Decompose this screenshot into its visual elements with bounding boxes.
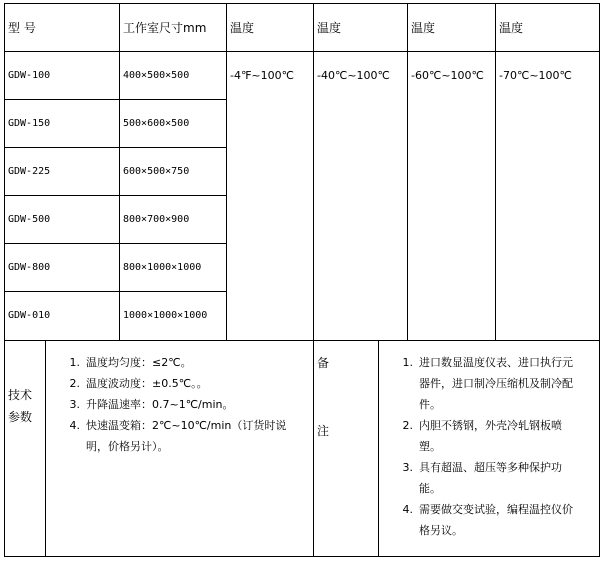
grid-line — [45, 340, 46, 556]
list-text: 升降温速率：0.7~1℃/min。 — [86, 398, 234, 411]
grid-line — [4, 340, 600, 341]
list-number: 1. — [402, 356, 413, 369]
chamber-size: 800×1000×1000 — [123, 262, 202, 273]
temperature-range-3: -60℃~100℃ — [411, 69, 484, 82]
grid-line — [4, 3, 600, 4]
grid-line — [226, 3, 227, 340]
grid-line — [4, 195, 226, 196]
chamber-size: 1000×1000×1000 — [123, 310, 208, 321]
chamber-size: 500×600×500 — [123, 118, 190, 129]
list-text: 温度均匀度：≤2℃。 — [86, 356, 192, 369]
temperature-range-1: -4℉~100℃ — [230, 69, 295, 82]
model-name: GDW-010 — [8, 310, 51, 321]
grid-line — [4, 291, 226, 292]
grid-line — [599, 3, 600, 557]
chamber-size: 600×500×750 — [123, 166, 190, 177]
list-text: 需要做交变试验，编程温控仪价 — [419, 503, 573, 516]
header-chamber-size: 工作室尺寸mm — [123, 21, 207, 35]
chamber-size: 400×500×500 — [123, 70, 190, 81]
grid-line — [119, 3, 120, 340]
model-name: GDW-500 — [8, 214, 51, 225]
list-text: 件。 — [419, 398, 441, 411]
notes-label-line2: 注 — [317, 424, 330, 438]
model-name: GDW-100 — [8, 70, 51, 81]
list-text: 进口数显温度仪表、进口执行元 — [419, 356, 573, 369]
header-temperature-4: 温度 — [499, 21, 524, 35]
list-number: 3. — [402, 461, 413, 474]
list-number: 3. — [69, 398, 80, 411]
params-label-line2: 参数 — [8, 410, 33, 424]
list-number: 4. — [402, 503, 413, 516]
list-number: 2. — [69, 377, 80, 390]
grid-line — [4, 51, 600, 52]
notes-label-line1: 备 — [317, 356, 330, 370]
header-temperature-2: 温度 — [317, 21, 342, 35]
list-text: 温度波动度：±0.5℃。。 — [86, 377, 208, 390]
list-text: 器件，进口制冷压缩机及制冷配 — [419, 377, 573, 390]
grid-line — [4, 3, 5, 557]
list-item — [64, 394, 309, 415]
list-text: 快速温变箱：2℃~10℃/min（订货时说 — [86, 419, 287, 432]
grid-line — [4, 556, 600, 557]
list-item — [397, 352, 597, 415]
list-number: 1. — [69, 356, 80, 369]
grid-line — [4, 243, 226, 244]
model-name: GDW-800 — [8, 262, 51, 273]
list-text: 塑。 — [419, 440, 441, 453]
list-text: 明，价格另计）。 — [86, 440, 169, 453]
grid-line — [4, 147, 226, 148]
list-text: 能。 — [419, 482, 441, 495]
temperature-range-2: -40℃~100℃ — [317, 69, 390, 82]
temperature-range-4: -70℃~100℃ — [499, 69, 572, 82]
header-temperature-3: 温度 — [411, 21, 436, 35]
model-name: GDW-225 — [8, 166, 51, 177]
list-item — [397, 499, 597, 541]
model-name: GDW-150 — [8, 118, 51, 129]
list-text: 内胆不锈钢，外壳冷轧钢板喷 — [419, 419, 562, 432]
grid-line — [4, 99, 226, 100]
header-model: 型 号 — [8, 21, 36, 35]
list-item — [64, 373, 309, 394]
params-list — [64, 352, 309, 457]
list-item — [397, 415, 597, 457]
list-number: 4. — [69, 419, 80, 432]
list-text: 具有超温、超压等多种保护功 — [419, 461, 562, 474]
params-label-line1: 技术 — [8, 388, 33, 402]
grid-line — [407, 3, 408, 340]
header-temperature-1: 温度 — [230, 21, 255, 35]
grid-line — [378, 340, 379, 556]
chamber-size: 800×700×900 — [123, 214, 190, 225]
list-text: 格另议。 — [419, 524, 463, 537]
grid-line — [313, 3, 314, 556]
grid-line — [495, 3, 496, 340]
list-number: 2. — [402, 419, 413, 432]
list-item — [64, 352, 309, 373]
list-item — [397, 457, 597, 499]
list-item — [64, 415, 309, 457]
notes-list — [397, 352, 597, 541]
